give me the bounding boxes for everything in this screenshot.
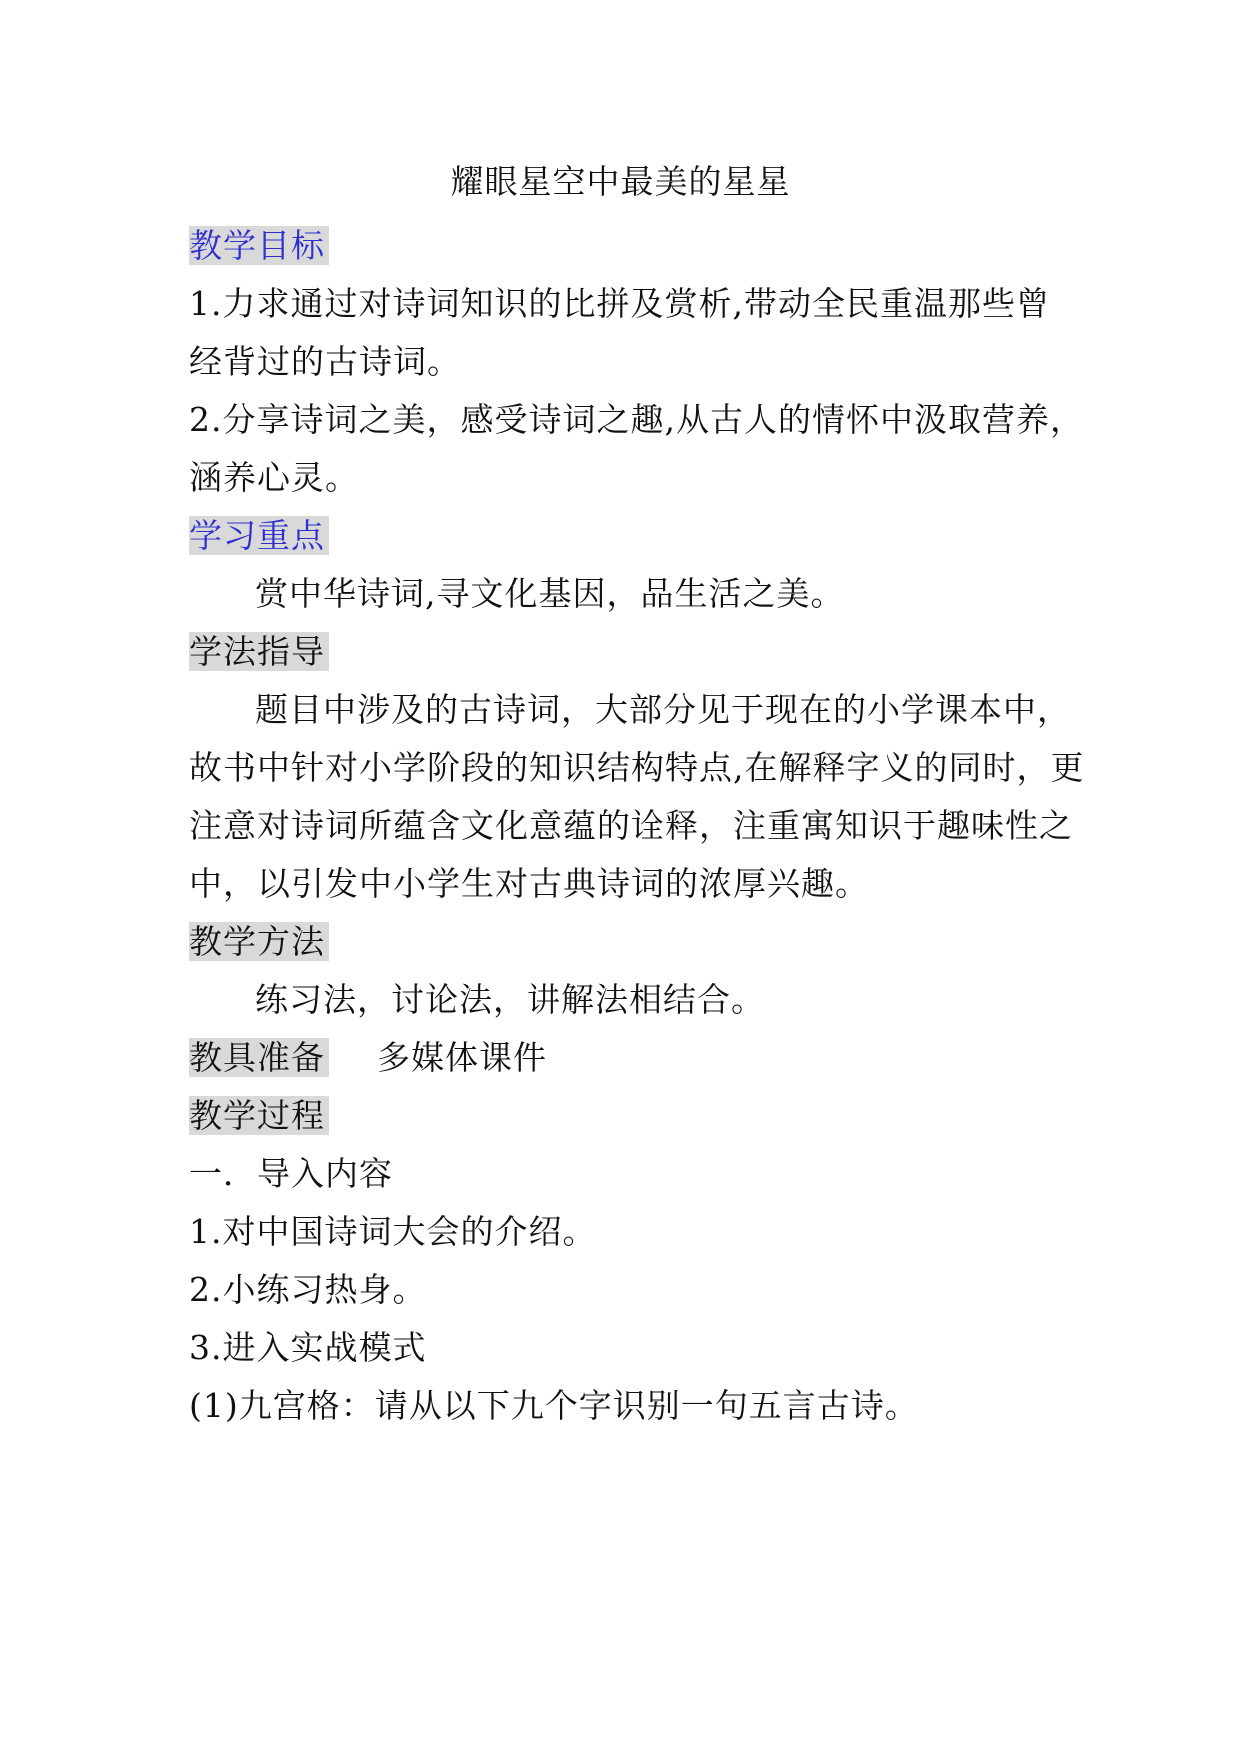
process-item-4: (1)九宫格：请从以下九个字识别一句五言古诗。 — [189, 1386, 919, 1425]
document-title: 耀眼星空中最美的星星 — [450, 162, 791, 201]
process-part-1: 一．导入内容 — [189, 1154, 393, 1193]
process-item-2: 2.小练习热身。 — [189, 1270, 427, 1309]
tools-line — [189, 1036, 547, 1080]
goals-heading-line — [189, 224, 329, 268]
process-item-3: 3.进入实战模式 — [189, 1328, 427, 1367]
goals-line-4: 涵养心灵。 — [189, 458, 359, 497]
goals-line-2: 经背过的古诗词。 — [189, 342, 461, 381]
goals-line-3: 2.分享诗词之美，感受诗词之趣,从古人的情怀中汲取营养， — [189, 400, 1084, 439]
tools-heading: 教具准备 — [189, 1038, 329, 1077]
process-item-1: 1.对中国诗词大会的介绍。 — [189, 1212, 597, 1251]
goals-heading: 教学目标 — [189, 226, 329, 265]
guidance-heading-line — [189, 630, 329, 674]
focus-heading-line — [189, 514, 329, 558]
methods-heading-line — [189, 920, 329, 964]
goals-line-1: 1.力求通过对诗词知识的比拼及赏析,带动全民重温那些曾 — [189, 284, 1050, 323]
process-heading: 教学过程 — [189, 1096, 329, 1135]
methods-line-1: 练习法，讨论法，讲解法相结合。 — [255, 980, 765, 1019]
focus-heading: 学习重点 — [189, 516, 329, 555]
methods-heading: 教学方法 — [189, 922, 329, 961]
guidance-line-2: 故书中针对小学阶段的知识结构特点,在解释字义的同时，更 — [189, 748, 1085, 787]
guidance-line-3: 注意对诗词所蕴含文化意蕴的诠释，注重寓知识于趣味性之 — [189, 806, 1073, 845]
guidance-line-4: 中，以引发中小学生对古典诗词的浓厚兴趣。 — [189, 864, 869, 903]
focus-line-1: 赏中华诗词,寻文化基因，品生活之美。 — [255, 574, 845, 613]
tools-value: 多媒体课件 — [377, 1038, 547, 1077]
guidance-line-1: 题目中涉及的古诗词，大部分见于现在的小学课本中， — [255, 690, 1071, 729]
process-heading-line — [189, 1094, 329, 1138]
guidance-heading: 学法指导 — [189, 632, 329, 671]
